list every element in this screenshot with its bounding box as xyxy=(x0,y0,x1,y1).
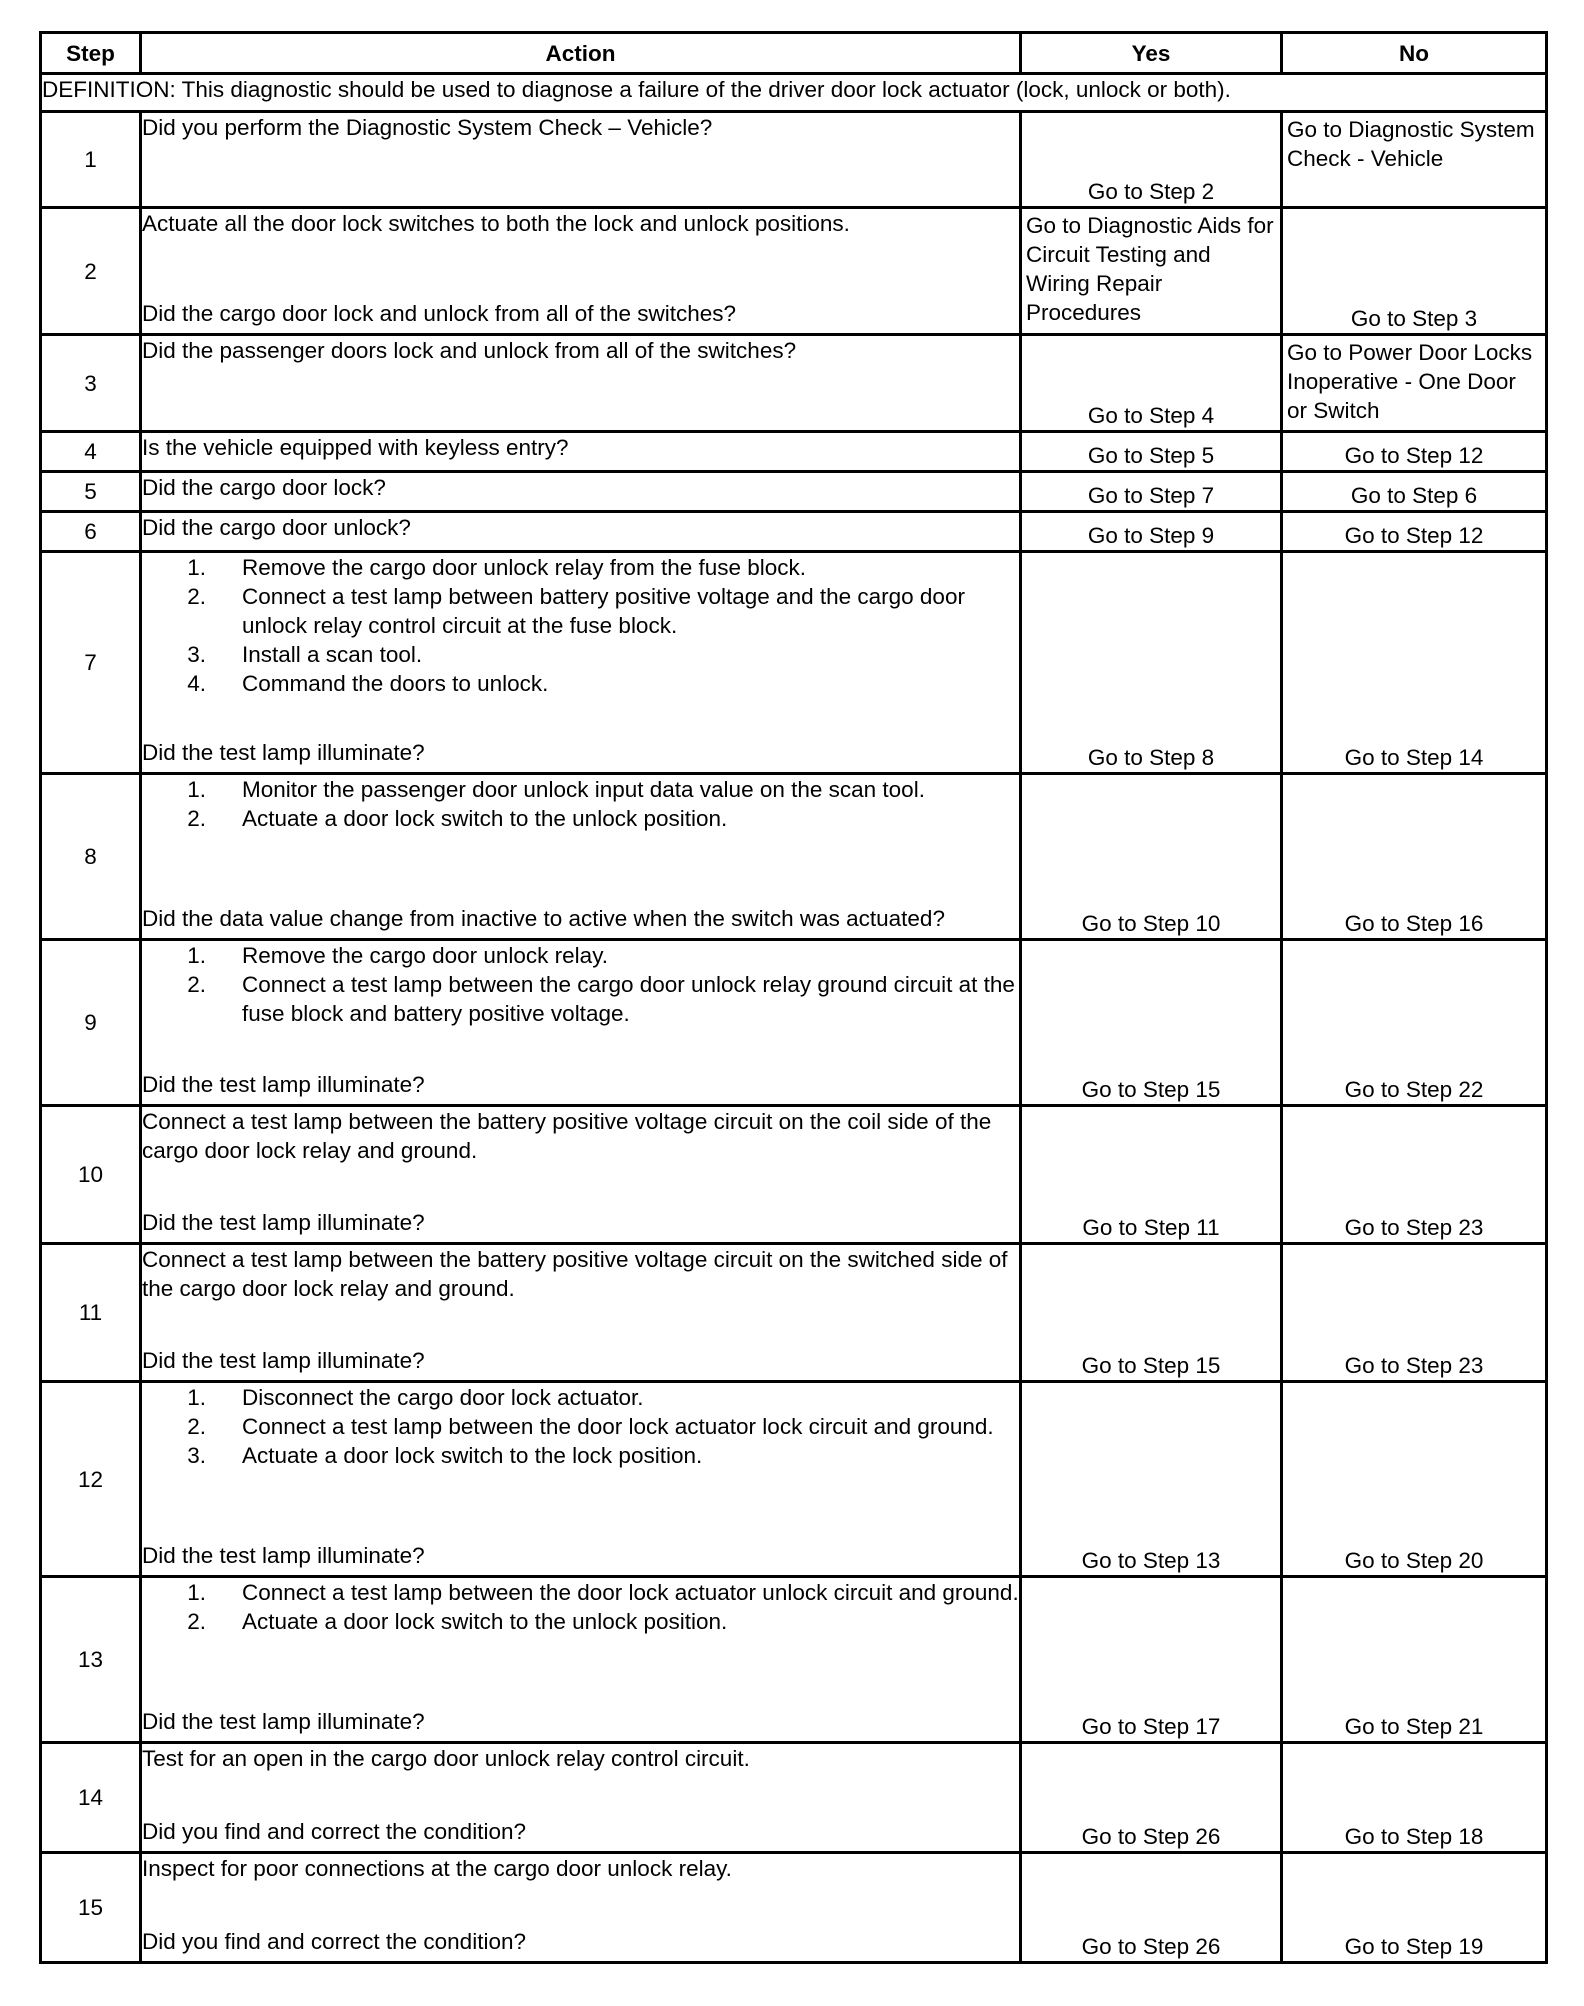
list-item-number: 1. xyxy=(187,555,206,580)
action-content xyxy=(142,941,1019,1099)
table-row xyxy=(41,512,1547,552)
step-number: 9 xyxy=(41,940,141,1106)
list-item-number: 2. xyxy=(187,584,206,609)
action-content xyxy=(142,473,1019,505)
list-item xyxy=(142,582,1019,640)
yes-result: Go to Step 4 xyxy=(1021,335,1282,432)
list-item-number: 2. xyxy=(187,806,206,831)
action-cell xyxy=(141,1382,1021,1577)
procedure-list xyxy=(142,1578,1019,1636)
step-number: 12 xyxy=(41,1382,141,1577)
action-cell xyxy=(141,940,1021,1106)
no-result: Go to Step 6 xyxy=(1282,472,1547,512)
diagnostic-table xyxy=(39,31,1548,1964)
action-question: Did the test lamp illuminate? xyxy=(142,1709,425,1734)
list-item xyxy=(142,970,1019,1028)
action-question: Did the test lamp illuminate? xyxy=(142,740,425,765)
yes-result: Go to Step 17 xyxy=(1021,1577,1282,1743)
list-item-number: 3. xyxy=(187,642,206,667)
step-number: 13 xyxy=(41,1577,141,1743)
action-content xyxy=(142,1245,1019,1375)
action-instruction: Test for an open in the cargo door unlock relay control circuit. xyxy=(142,1746,750,1771)
yes-result: Go to Step 10 xyxy=(1021,774,1282,940)
action-content xyxy=(142,113,1019,201)
list-item xyxy=(142,1578,1019,1607)
table-row xyxy=(41,112,1547,208)
procedure-list xyxy=(142,775,1019,833)
list-item-number: 3. xyxy=(187,1443,206,1468)
list-item-number: 1. xyxy=(187,1580,206,1605)
table-row xyxy=(41,1577,1547,1743)
action-content xyxy=(142,1383,1019,1570)
list-item-text: Command the doors to unlock. xyxy=(242,671,549,696)
no-result: Go to Step 21 xyxy=(1282,1577,1547,1743)
action-question: Did the test lamp illuminate? xyxy=(142,1543,425,1568)
list-item-number: 1. xyxy=(187,1385,206,1410)
list-item xyxy=(142,640,1019,669)
list-item-number: 1. xyxy=(187,943,206,968)
action-question: Did the cargo door lock and unlock from all of the switches? xyxy=(142,301,737,326)
list-item-text: Connect a test lamp between the door lock actuator unlock circuit and ground. xyxy=(242,1580,1019,1605)
action-question: Did the test lamp illuminate? xyxy=(142,1072,425,1097)
action-cell xyxy=(141,432,1021,472)
action-question: Did the data value change from inactive to active when the switch was actuated? xyxy=(142,906,945,931)
table-row xyxy=(41,1244,1547,1382)
table-row xyxy=(41,335,1547,432)
header-yes: Yes xyxy=(1021,33,1282,74)
action-cell xyxy=(141,1743,1021,1853)
table-row xyxy=(41,472,1547,512)
no-result: Go to Step 20 xyxy=(1282,1382,1547,1577)
list-item xyxy=(142,669,1019,698)
no-result: Go to Step 19 xyxy=(1282,1853,1547,1963)
list-item-text: Actuate a door lock switch to the lock position. xyxy=(242,1443,703,1468)
list-item xyxy=(142,804,1019,833)
list-item-number: 1. xyxy=(187,777,206,802)
procedure-list xyxy=(142,1383,1019,1470)
diagnostic-page xyxy=(39,31,1545,1964)
action-content xyxy=(142,433,1019,465)
list-item-number: 2. xyxy=(187,1414,206,1439)
list-item-number: 2. xyxy=(187,1609,206,1634)
list-item-text: Monitor the passenger door unlock input data value on the scan tool. xyxy=(242,777,925,802)
action-question: Did the test lamp illuminate? xyxy=(142,1348,425,1373)
action-cell xyxy=(141,208,1021,335)
list-item xyxy=(142,1607,1019,1636)
action-cell xyxy=(141,335,1021,432)
yes-result: Go to Step 9 xyxy=(1021,512,1282,552)
list-item xyxy=(142,1383,1019,1412)
list-item-text: Remove the cargo door unlock relay from the fuse block. xyxy=(242,555,807,580)
step-number: 3 xyxy=(41,335,141,432)
table-row xyxy=(41,1382,1547,1577)
list-item-text: Connect a test lamp between the door lock actuator lock circuit and ground. xyxy=(242,1414,994,1439)
yes-result: Go to Diagnostic Aids for Circuit Testing and Wiring Repair Procedures xyxy=(1021,208,1282,335)
no-result: Go to Step 3 xyxy=(1282,208,1547,335)
action-cell xyxy=(141,1244,1021,1382)
procedure-list xyxy=(142,553,1019,698)
no-result: Go to Step 12 xyxy=(1282,512,1547,552)
yes-result: Go to Step 8 xyxy=(1021,552,1282,774)
table-row xyxy=(41,1743,1547,1853)
action-content xyxy=(142,209,1019,328)
list-item xyxy=(142,1412,1019,1441)
table-row xyxy=(41,1106,1547,1244)
list-item-number: 4. xyxy=(187,671,206,696)
action-question: Did the cargo door unlock? xyxy=(142,515,411,540)
action-question: Did you find and correct the condition? xyxy=(142,1929,526,1954)
action-content xyxy=(142,1744,1019,1846)
yes-result: Go to Step 13 xyxy=(1021,1382,1282,1577)
no-result: Go to Step 12 xyxy=(1282,432,1547,472)
action-cell xyxy=(141,1577,1021,1743)
step-number: 6 xyxy=(41,512,141,552)
action-cell xyxy=(141,112,1021,208)
yes-result: Go to Step 5 xyxy=(1021,432,1282,472)
action-instruction: Inspect for poor connections at the cargo door unlock relay. xyxy=(142,1856,732,1881)
action-cell xyxy=(141,774,1021,940)
no-result: Go to Step 18 xyxy=(1282,1743,1547,1853)
list-item xyxy=(142,775,1019,804)
yes-result: Go to Step 2 xyxy=(1021,112,1282,208)
definition-row xyxy=(41,74,1547,112)
list-item-text: Actuate a door lock switch to the unlock position. xyxy=(242,1609,728,1634)
action-content xyxy=(142,775,1019,933)
step-number: 15 xyxy=(41,1853,141,1963)
table-row xyxy=(41,1853,1547,1963)
table-row xyxy=(41,552,1547,774)
header-action: Action xyxy=(141,33,1021,74)
no-result: Go to Step 23 xyxy=(1282,1106,1547,1244)
list-item xyxy=(142,1441,1019,1470)
list-item-text: Actuate a door lock switch to the unlock position. xyxy=(242,806,728,831)
header-row xyxy=(41,33,1547,74)
no-result: Go to Power Door Locks Inoperative - One Door or Switch xyxy=(1282,335,1547,432)
action-question: Did you find and correct the condition? xyxy=(142,1819,526,1844)
yes-result: Go to Step 26 xyxy=(1021,1743,1282,1853)
action-cell xyxy=(141,1853,1021,1963)
step-number: 5 xyxy=(41,472,141,512)
table-row xyxy=(41,208,1547,335)
no-result: Go to Step 16 xyxy=(1282,774,1547,940)
list-item-text: Connect a test lamp between the cargo door unlock relay ground circuit at the fuse block and battery positive voltage. xyxy=(242,972,1015,1026)
action-cell xyxy=(141,552,1021,774)
yes-result: Go to Step 26 xyxy=(1021,1853,1282,1963)
action-content xyxy=(142,1578,1019,1736)
list-item-number: 2. xyxy=(187,972,206,997)
table-row xyxy=(41,432,1547,472)
action-content xyxy=(142,1107,1019,1237)
yes-result: Go to Step 15 xyxy=(1021,1244,1282,1382)
list-item-text: Remove the cargo door unlock relay. xyxy=(242,943,609,968)
action-content xyxy=(142,553,1019,767)
action-question: Did the test lamp illuminate? xyxy=(142,1210,425,1235)
no-result: Go to Step 23 xyxy=(1282,1244,1547,1382)
list-item-text: Disconnect the cargo door lock actuator. xyxy=(242,1385,644,1410)
action-content xyxy=(142,513,1019,545)
action-question: Did the passenger doors lock and unlock from all of the switches? xyxy=(142,338,797,363)
yes-result: Go to Step 11 xyxy=(1021,1106,1282,1244)
no-result: Go to Diagnostic System Check - Vehicle xyxy=(1282,112,1547,208)
list-item-text: Connect a test lamp between battery positive voltage and the cargo door unlock relay control circuit at the fuse block. xyxy=(242,584,965,638)
action-instruction: Actuate all the door lock switches to both the lock and unlock positions. xyxy=(142,211,850,236)
table-row xyxy=(41,940,1547,1106)
procedure-list xyxy=(142,941,1019,1028)
action-question: Did you perform the Diagnostic System Check – Vehicle? xyxy=(142,115,713,140)
step-number: 1 xyxy=(41,112,141,208)
header-no: No xyxy=(1282,33,1547,74)
action-cell xyxy=(141,512,1021,552)
step-number: 2 xyxy=(41,208,141,335)
step-number: 4 xyxy=(41,432,141,472)
definition-text: DEFINITION: This diagnostic should be used to diagnose a failure of the driver door lock actuator (lock, unlock or both). xyxy=(41,74,1547,112)
action-cell xyxy=(141,1106,1021,1244)
action-cell xyxy=(141,472,1021,512)
step-number: 10 xyxy=(41,1106,141,1244)
action-content xyxy=(142,336,1019,425)
list-item xyxy=(142,553,1019,582)
list-item-text: Install a scan tool. xyxy=(242,642,423,667)
no-result: Go to Step 22 xyxy=(1282,940,1547,1106)
yes-result: Go to Step 7 xyxy=(1021,472,1282,512)
action-question: Did the cargo door lock? xyxy=(142,475,386,500)
no-result: Go to Step 14 xyxy=(1282,552,1547,774)
action-instruction: Connect a test lamp between the battery positive voltage circuit on the switched side of the cargo door lock relay and ground. xyxy=(142,1247,1008,1301)
step-number: 14 xyxy=(41,1743,141,1853)
action-content xyxy=(142,1854,1019,1956)
action-instruction: Connect a test lamp between the battery positive voltage circuit on the coil side of the cargo door lock relay and ground. xyxy=(142,1109,992,1163)
yes-result: Go to Step 15 xyxy=(1021,940,1282,1106)
table-row xyxy=(41,774,1547,940)
step-number: 8 xyxy=(41,774,141,940)
action-question: Is the vehicle equipped with keyless entry? xyxy=(142,435,569,460)
header-step: Step xyxy=(41,33,141,74)
step-number: 7 xyxy=(41,552,141,774)
step-number: 11 xyxy=(41,1244,141,1382)
list-item xyxy=(142,941,1019,970)
